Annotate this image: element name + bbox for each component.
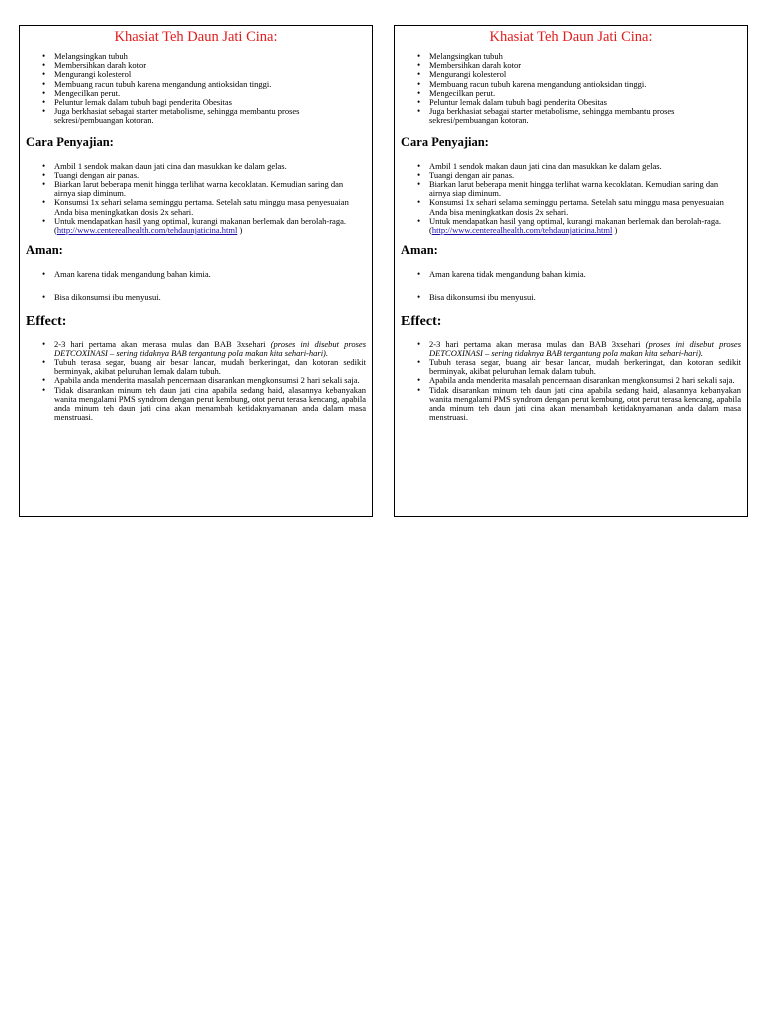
- list-item: • Bisa dikonsumsi ibu menyusui.: [417, 293, 741, 302]
- link-paren-open: (: [54, 225, 57, 236]
- list-item-note: (proses ini disebut proses DETCOXINASI – sering tidaknya BAB tergantung pola makan kita sehari-hari).: [429, 338, 742, 358]
- list-item: • Melangsingkan tubuh: [417, 52, 741, 61]
- list-item: [42, 340, 366, 358]
- effect-heading: Effect:: [26, 313, 67, 329]
- list-item-text: 2-3 hari pertama akan merasa mulas dan BAB 3xsehari: [54, 338, 266, 349]
- list-item: • Mengurangi kolesterol: [42, 70, 366, 79]
- card-title: Khasiat Teh Daun Jati Cina:: [489, 29, 653, 45]
- list-item: • Biarkan larut beberapa menit hingga terlihat warna kecoklatan. Kemudian saring dan airnya siap diminum.: [42, 180, 366, 198]
- list-item: • Tubuh terasa segar, buang air besar lancar, mudah berkeringat, dan kotoran sedikit berminyak, akibat peluruhan lemak dalam tubuh.: [417, 358, 741, 376]
- link-paren-close: ): [239, 225, 243, 236]
- list-item-text: Untuk mendapatkan hasil yang optimal, kurangi makanan berlemak dan berolah-raga.: [54, 215, 346, 226]
- list-item: • Membuang racun tubuh karena mengandung antioksidan tinggi.: [417, 80, 741, 89]
- cara-heading: Cara Penyajian:: [26, 134, 114, 149]
- health-link[interactable]: http://www.centerealhealth.com/tehdaunjaticina.html: [56, 225, 238, 236]
- cara-heading: Cara Penyajian:: [401, 134, 489, 149]
- list-item: • Ambil 1 sendok makan daun jati cina dan masukkan ke dalam gelas.: [417, 162, 741, 171]
- cara-list: [401, 162, 741, 236]
- list-item: • Tubuh terasa segar, buang air besar lancar, mudah berkeringat, dan kotoran sedikit berminyak, akibat peluruhan lemak dalam tubuh.: [42, 358, 366, 376]
- cara-list: [26, 162, 366, 236]
- aman-heading: Aman:: [401, 243, 438, 258]
- list-item: • Juga berkhasiat sebagai starter metabolisme, sehingga membantu proses sekresi/pembuangan kotoran.: [417, 107, 741, 125]
- aman-list: [401, 270, 741, 302]
- khasiat-list: [401, 52, 741, 126]
- effect-list: [26, 340, 366, 423]
- aman-list: [26, 270, 366, 302]
- list-item: • Ambil 1 sendok makan daun jati cina dan masukkan ke dalam gelas.: [42, 162, 366, 171]
- link-paren-close: ): [614, 225, 618, 236]
- health-link[interactable]: http://www.centerealhealth.com/tehdaunjaticina.html: [431, 225, 613, 236]
- list-item: • Aman karena tidak mengandung bahan kimia.: [417, 270, 741, 279]
- list-item: • Apabila anda menderita masalah pencernaan disarankan mengkonsumsi 2 hari sekali saja.: [417, 376, 741, 385]
- card-title: Khasiat Teh Daun Jati Cina:: [114, 29, 278, 45]
- list-item: [42, 217, 366, 235]
- list-item-text: 2-3 hari pertama akan merasa mulas dan BAB 3xsehari: [429, 338, 641, 349]
- list-item: [417, 340, 741, 358]
- list-item: • Tuangi dengan air panas.: [417, 171, 741, 180]
- list-item-text: Untuk mendapatkan hasil yang optimal, kurangi makanan berlemak dan berolah-raga.: [429, 215, 721, 226]
- khasiat-list: [26, 52, 366, 126]
- link-paren-open: (: [429, 225, 432, 236]
- list-item: • Peluntur lemak dalam tubuh bagi penderita Obesitas: [417, 98, 741, 107]
- list-item: • Konsumsi 1x sehari selama seminggu pertama. Setelah satu minggu masa penyesuaian Anda bisa meningkatkan dosis 2x sehari.: [417, 198, 741, 216]
- list-item: • Mengurangi kolesterol: [417, 70, 741, 79]
- list-item: • Membersihkan darah kotor: [417, 61, 741, 70]
- list-item: • Bisa dikonsumsi ibu menyusui.: [42, 293, 366, 302]
- aman-heading: Aman:: [26, 243, 63, 258]
- list-item: • Membersihkan darah kotor: [42, 61, 366, 70]
- list-item: • Aman karena tidak mengandung bahan kimia.: [42, 270, 366, 279]
- effect-list: [401, 340, 741, 423]
- list-item: • Melangsingkan tubuh: [42, 52, 366, 61]
- info-card-right: [394, 25, 748, 517]
- list-item: • Juga berkhasiat sebagai starter metabolisme, sehingga membantu proses sekresi/pembuangan kotoran.: [42, 107, 366, 125]
- list-item: • Apabila anda menderita masalah pencernaan disarankan mengkonsumsi 2 hari sekali saja.: [42, 376, 366, 385]
- list-item: • Tidak disarankan minum teh daun jati cina apabila sedang haid, alasannya kebanyakan wanita mengalami PMS syndrom dengan perut kembung, otot perut terasa kencang, apabila anda minum teh daun jati cina akan menambah ketidaknyamanan anda dalam masa menstruasi.: [42, 386, 366, 423]
- list-item: • Konsumsi 1x sehari selama seminggu pertama. Setelah satu minggu masa penyesuaian Anda bisa meningkatkan dosis 2x sehari.: [42, 198, 366, 216]
- list-item: • Peluntur lemak dalam tubuh bagi penderita Obesitas: [42, 98, 366, 107]
- list-item: [417, 217, 741, 235]
- list-item: • Membuang racun tubuh karena mengandung antioksidan tinggi.: [42, 80, 366, 89]
- list-item: • Tidak disarankan minum teh daun jati cina apabila sedang haid, alasannya kebanyakan wanita mengalami PMS syndrom dengan perut kembung, otot perut terasa kencang, apabila anda minum teh daun jati cina akan menambah ketidaknyamanan anda dalam masa menstruasi.: [417, 386, 741, 423]
- list-item: • Tuangi dengan air panas.: [42, 171, 366, 180]
- list-item: • Mengecilkan perut.: [417, 89, 741, 98]
- list-item-note: (proses ini disebut proses DETCOXINASI – sering tidaknya BAB tergantung pola makan kita sehari-hari).: [54, 338, 367, 358]
- info-card-left: [19, 25, 373, 517]
- effect-heading: Effect:: [401, 313, 442, 329]
- list-item: • Biarkan larut beberapa menit hingga terlihat warna kecoklatan. Kemudian saring dan airnya siap diminum.: [417, 180, 741, 198]
- list-item: • Mengecilkan perut.: [42, 89, 366, 98]
